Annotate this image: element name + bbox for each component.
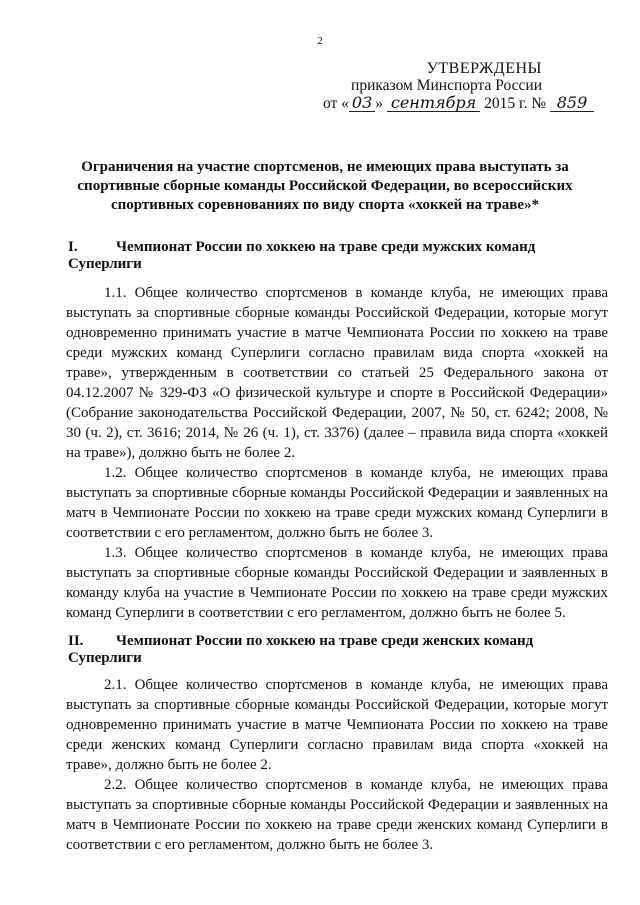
paragraph: 1.1. Общее количество спортсменов в команде клуба, не имеющих права выступать за спортивные сборные команды Российской Федерации, которые могут одновременно принимать участие в матче Чемпионата России по хоккею на траве среди мужских команд Суперлиги согласно правилам вида спорта «хоккей на траве», утвержденным в соответствии со статьей 25 Федерального закона от 04.12.2007 № 329-ФЗ «О физической культуре и спорте в Российской Федерации» (Собрание законодательства Российской Федерации, 2007, № 50, ст. 6242; 2008, № 30 (ч. 2), ст. 3616; 2014, № 26 (ч. 1), ст. 3376) (далее – правила вида спорта «хоккей на траве»), должно быть не более 2. bbox=[66, 285, 608, 461]
section-heading bbox=[68, 633, 608, 667]
paragraph: 1.3. Общее количество спортсменов в команде клуба, не имеющих права выступать за спортивные сборные команды Российской Федерации и заявленных в команду клуба на участие в Чемпионате России по хоккею на траве среди мужских команд Суперлиги в соответствии с его регламентом, должно быть не более 5. bbox=[66, 545, 608, 621]
document-title: Ограничения на участие спортсменов, не имеющих права выступать за спортивные сборные команды Российской Федерации, во всероссийских спортивных соревнованиях по виду спорта «хоккей на траве»* bbox=[77, 159, 573, 213]
paragraph: 2.2. Общее количество спортсменов в команде клуба, не имеющих права выступать за спортивные сборные команды Российской Федерации и заявленных на матч в Чемпионате России по хоккею на траве среди женских команд Суперлиги в соответствии с его регламентом, должно быть не более 3. bbox=[66, 777, 608, 853]
approval-order-by: приказом Минспорта России bbox=[351, 77, 542, 94]
handwritten-month: сентября bbox=[387, 94, 480, 112]
handwritten-order-number: 859 bbox=[550, 94, 594, 112]
section-body bbox=[66, 675, 608, 855]
date-mid: » bbox=[375, 95, 383, 112]
paragraph: 2.1. Общее количество спортсменов в команде клуба, не имеющих права выступать за спортивные сборные команды Российской Федерации, которые могут одновременно принимать участие в матче Чемпионата России по хоккею на траве среди женских команд Суперлиги согласно правилам вида спорта «хоккей на траве», должно быть не более 2. bbox=[66, 677, 608, 773]
section-title: Чемпионат России по хоккею на траве среди мужских команд Суперлиги bbox=[68, 239, 536, 272]
section-heading bbox=[68, 239, 608, 273]
approval-stamp bbox=[323, 60, 594, 112]
section-title: Чемпионат России по хоккею на траве среди женских команд Суперлиги bbox=[68, 633, 534, 666]
section-number: I. bbox=[68, 239, 78, 255]
approval-date-line bbox=[323, 94, 594, 112]
page-number: 2 bbox=[317, 35, 323, 47]
section-number: II. bbox=[68, 633, 84, 649]
date-year: 2015 г. № bbox=[484, 95, 547, 112]
section-body bbox=[66, 283, 608, 623]
paragraph: 1.2. Общее количество спортсменов в команде клуба, не имеющих права выступать за спортивные сборные команды Российской Федерации и заявленных на матч в Чемпионате России по хоккею на траве среди мужских команд Суперлиги в соответствии с его регламентом, должно быть не более 3. bbox=[66, 465, 608, 541]
handwritten-day: 03 bbox=[349, 94, 375, 112]
approval-title: УТВЕРЖДЕНЫ bbox=[426, 60, 542, 77]
date-prefix: от « bbox=[322, 95, 349, 112]
